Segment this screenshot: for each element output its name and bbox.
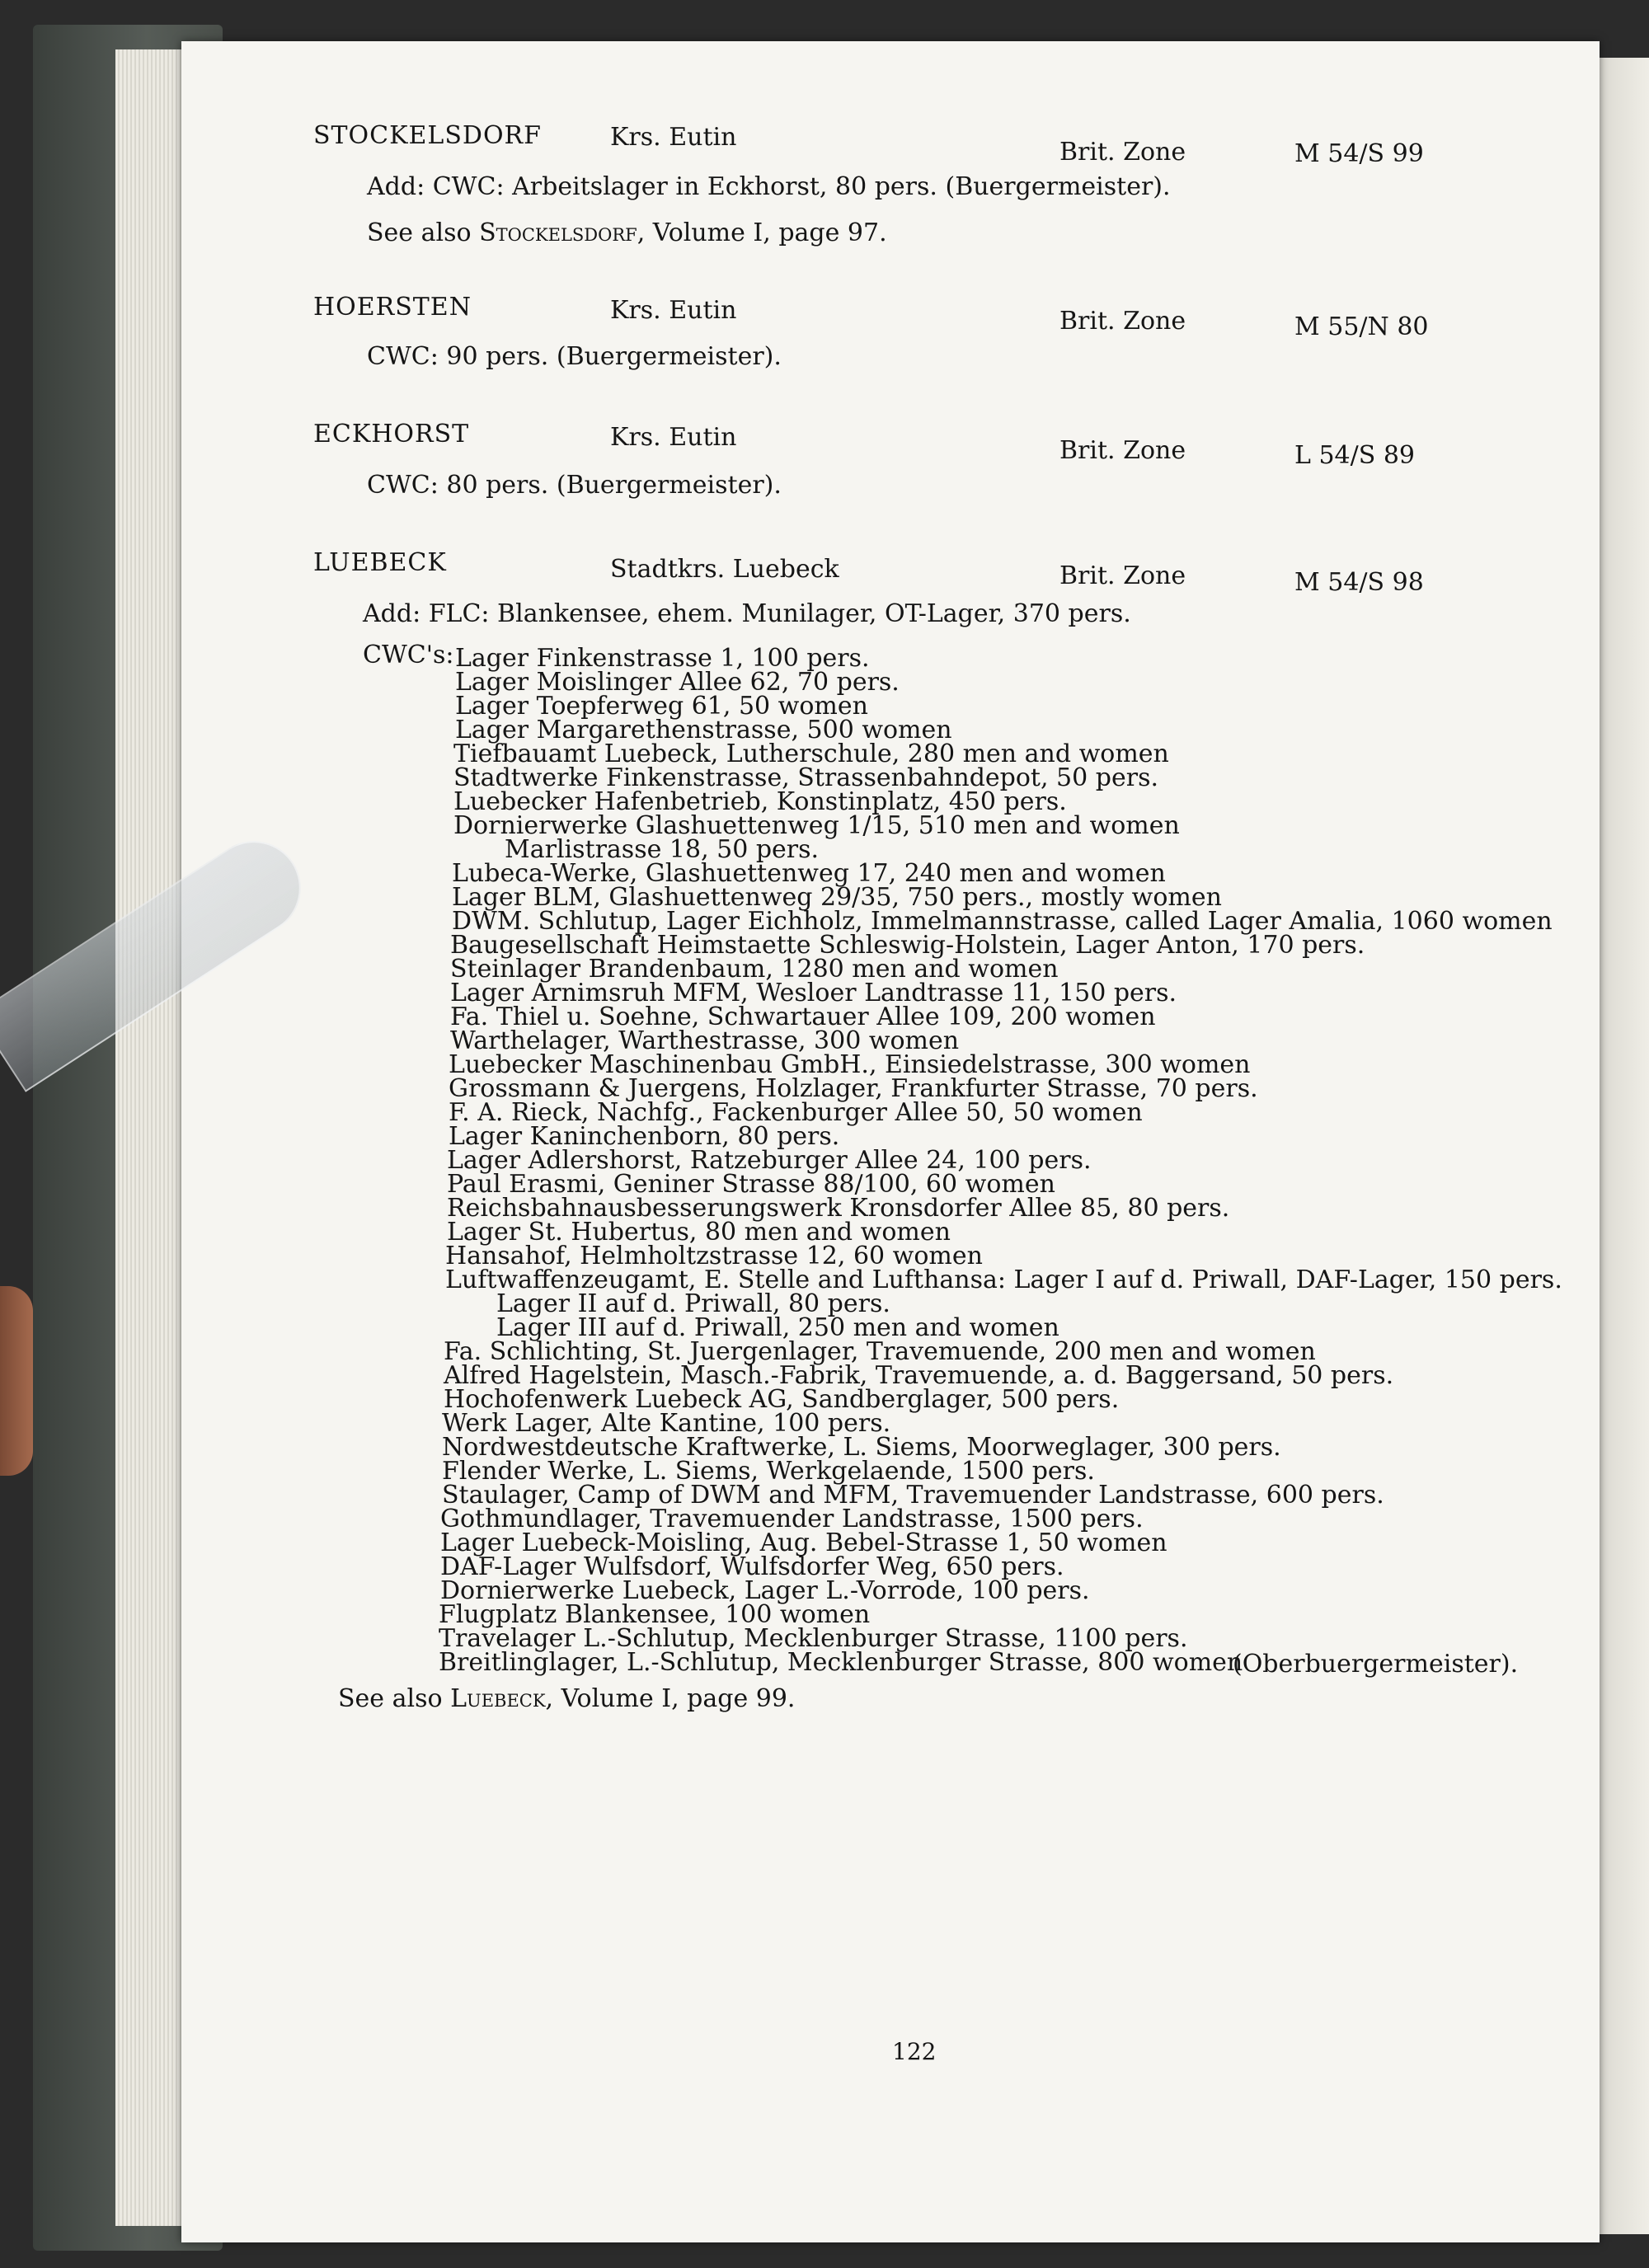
place-name: LUEBECK: [313, 548, 447, 577]
zone: Brit. Zone: [1059, 138, 1186, 167]
place-name: STOCKELSDORF: [313, 121, 542, 150]
camp-line: Lager St. Hubertus, 80 men and women: [447, 1218, 951, 1247]
zone: Brit. Zone: [1059, 436, 1186, 465]
district: Stadtkrs. Luebeck: [610, 555, 839, 584]
camp-line: Lager Adlershorst, Ratzeburger Allee 24, 100 pers.: [447, 1146, 1092, 1175]
see-also-suffix: , Volume I, page 99.: [545, 1684, 796, 1713]
page-number: 122: [892, 2038, 937, 2065]
camp-line: Paul Erasmi, Geniner Strasse 88/100, 60 women: [447, 1170, 1055, 1199]
camp-line: Werk Lager, Alte Kantine, 100 pers.: [442, 1409, 891, 1438]
camp-line: Warthelager, Warthestrasse, 300 women: [450, 1026, 960, 1055]
book-page: [181, 41, 1600, 2242]
camp-line: Marlistrasse 18, 50 pers.: [505, 835, 820, 864]
camp-line: Lager BLM, Glashuettenweg 29/35, 750 pers., mostly women: [452, 883, 1222, 912]
camp-line: Stadtwerke Finkenstrasse, Strassenbahndepot, 50 pers.: [453, 763, 1158, 792]
see-also-suffix: , Volume I, page 97.: [637, 218, 887, 247]
camp-line: Lager Luebeck-Moisling, Aug. Bebel-Strasse 1, 50 women: [440, 1528, 1167, 1557]
camp-line: Flugplatz Blankensee, 100 women: [439, 1600, 871, 1629]
camp-line: Flender Werke, L. Siems, Werkgelaende, 1500 pers.: [442, 1457, 1095, 1486]
finger: [0, 1286, 33, 1476]
camp-line: Travelager L.-Schlutup, Mecklenburger Strasse, 1100 pers.: [439, 1624, 1188, 1653]
see-also-prefix: See also: [338, 1684, 451, 1713]
see-also: [367, 218, 887, 247]
camp-line: Fa. Schlichting, St. Juergenlager, Travemuende, 200 men and women: [444, 1337, 1316, 1366]
camp-line: Add: CWC: Arbeitslager in Eckhorst, 80 pers. (Buergermeister).: [367, 172, 1171, 201]
see-also-prefix: See also: [367, 218, 480, 247]
flc-line: Add: FLC: Blankensee, ehem. Munilager, OT-Lager, 370 pers.: [363, 599, 1131, 628]
camp-line: CWC: 90 pers. (Buergermeister).: [367, 342, 782, 371]
camp-line: Steinlager Brandenbaum, 1280 men and women: [450, 955, 1059, 984]
camp-line: Grossmann & Juergens, Holzlager, Frankfurter Strasse, 70 pers.: [449, 1074, 1258, 1103]
place-name: HOERSTEN: [313, 293, 472, 322]
camp-line: Lager Kaninchenborn, 80 pers.: [449, 1122, 840, 1151]
camp-line: Alfred Hagelstein, Masch.-Fabrik, Travemuende, a. d. Baggersand, 50 pers.: [444, 1361, 1394, 1390]
camp-line: Baugesellschaft Heimstaette Schleswig-Holstein, Lager Anton, 170 pers.: [450, 931, 1365, 960]
camp-line: Luebecker Hafenbetrieb, Konstinplatz, 450 pers.: [453, 787, 1067, 816]
see-also: [338, 1684, 796, 1713]
see-also-place: Stockelsdorf: [479, 218, 637, 247]
camp-line: Lager Finkenstrasse 1, 100 pers.: [455, 644, 870, 673]
district: Krs. Eutin: [610, 123, 737, 152]
grid-reference: M 54/S 99: [1294, 139, 1424, 168]
grid-reference: M 55/N 80: [1294, 312, 1429, 341]
camp-line: Fa. Thiel u. Soehne, Schwartauer Allee 109, 200 women: [450, 1003, 1156, 1031]
cwc-prefix: CWC's:: [363, 641, 454, 669]
camp-line: DAF-Lager Wulfsdorf, Wulfsdorfer Weg, 650 pers.: [440, 1552, 1064, 1581]
camp-line: Lager II auf d. Priwall, 80 pers.: [496, 1289, 890, 1318]
camp-line: DWM. Schlutup, Lager Eichholz, Immelmannstrasse, called Lager Amalia, 1060 women: [452, 907, 1553, 936]
camp-line: Reichsbahnausbesserungswerk Kronsdorfer Allee 85, 80 pers.: [447, 1194, 1230, 1223]
camp-line: Lager Arnimsruh MFM, Wesloer Landtrasse 11, 150 pers.: [450, 979, 1177, 1007]
camp-line: Lager Moislinger Allee 62, 70 pers.: [455, 668, 900, 697]
zone: Brit. Zone: [1059, 307, 1186, 336]
camp-line: Hansahof, Helmholtzstrasse 12, 60 women: [445, 1242, 983, 1270]
camp-line: Staulager, Camp of DWM and MFM, Travemuender Landstrasse, 600 pers.: [442, 1481, 1384, 1510]
camp-line: Lubeca-Werke, Glashuettenweg 17, 240 men and women: [452, 859, 1166, 888]
camp-line: F. A. Rieck, Nachfg., Fackenburger Allee 50, 50 women: [449, 1098, 1143, 1127]
place-name: ECKHORST: [313, 420, 470, 448]
camp-line: Hochofenwerk Luebeck AG, Sandberglager, 500 pers.: [444, 1385, 1120, 1414]
camp-line: Lager III auf d. Priwall, 250 men and women: [496, 1313, 1059, 1342]
camp-line: Tiefbauamt Luebeck, Lutherschule, 280 men and women: [453, 740, 1169, 768]
camp-line: Luebecker Maschinenbau GmbH., Einsiedelstrasse, 300 women: [449, 1050, 1251, 1079]
camp-line: Nordwestdeutsche Kraftwerke, L. Siems, Moorweglager, 300 pers.: [442, 1433, 1281, 1462]
district: Krs. Eutin: [610, 296, 737, 325]
district: Krs. Eutin: [610, 423, 737, 452]
camp-line: Lager Toepferweg 61, 50 women: [455, 692, 868, 721]
camp-line: Gothmundlager, Travemuender Landstrasse, 1500 pers.: [440, 1505, 1144, 1533]
camp-line: Breitlinglager, L.-Schlutup, Mecklenburger Strasse, 800 women: [439, 1648, 1243, 1677]
camp-line: Dornierwerke Glashuettenweg 1/15, 510 men and women: [453, 811, 1180, 840]
grid-reference: L 54/S 89: [1294, 441, 1416, 470]
camp-line: CWC: 80 pers. (Buergermeister).: [367, 471, 782, 500]
authority: (Oberbuergermeister).: [1233, 1650, 1519, 1679]
see-also-place: Luebeck: [450, 1684, 546, 1713]
adjacent-page: [1591, 58, 1649, 2234]
camp-line: Luftwaffenzeugamt, E. Stelle and Lufthansa: Lager I auf d. Priwall, DAF-Lager, 150 pers.: [445, 1265, 1562, 1294]
camp-line: Lager Margarethenstrasse, 500 women: [455, 716, 952, 744]
zone: Brit. Zone: [1059, 561, 1186, 590]
grid-reference: M 54/S 98: [1294, 568, 1424, 597]
camp-line: Dornierwerke Luebeck, Lager L.-Vorrode, 100 pers.: [440, 1576, 1090, 1605]
